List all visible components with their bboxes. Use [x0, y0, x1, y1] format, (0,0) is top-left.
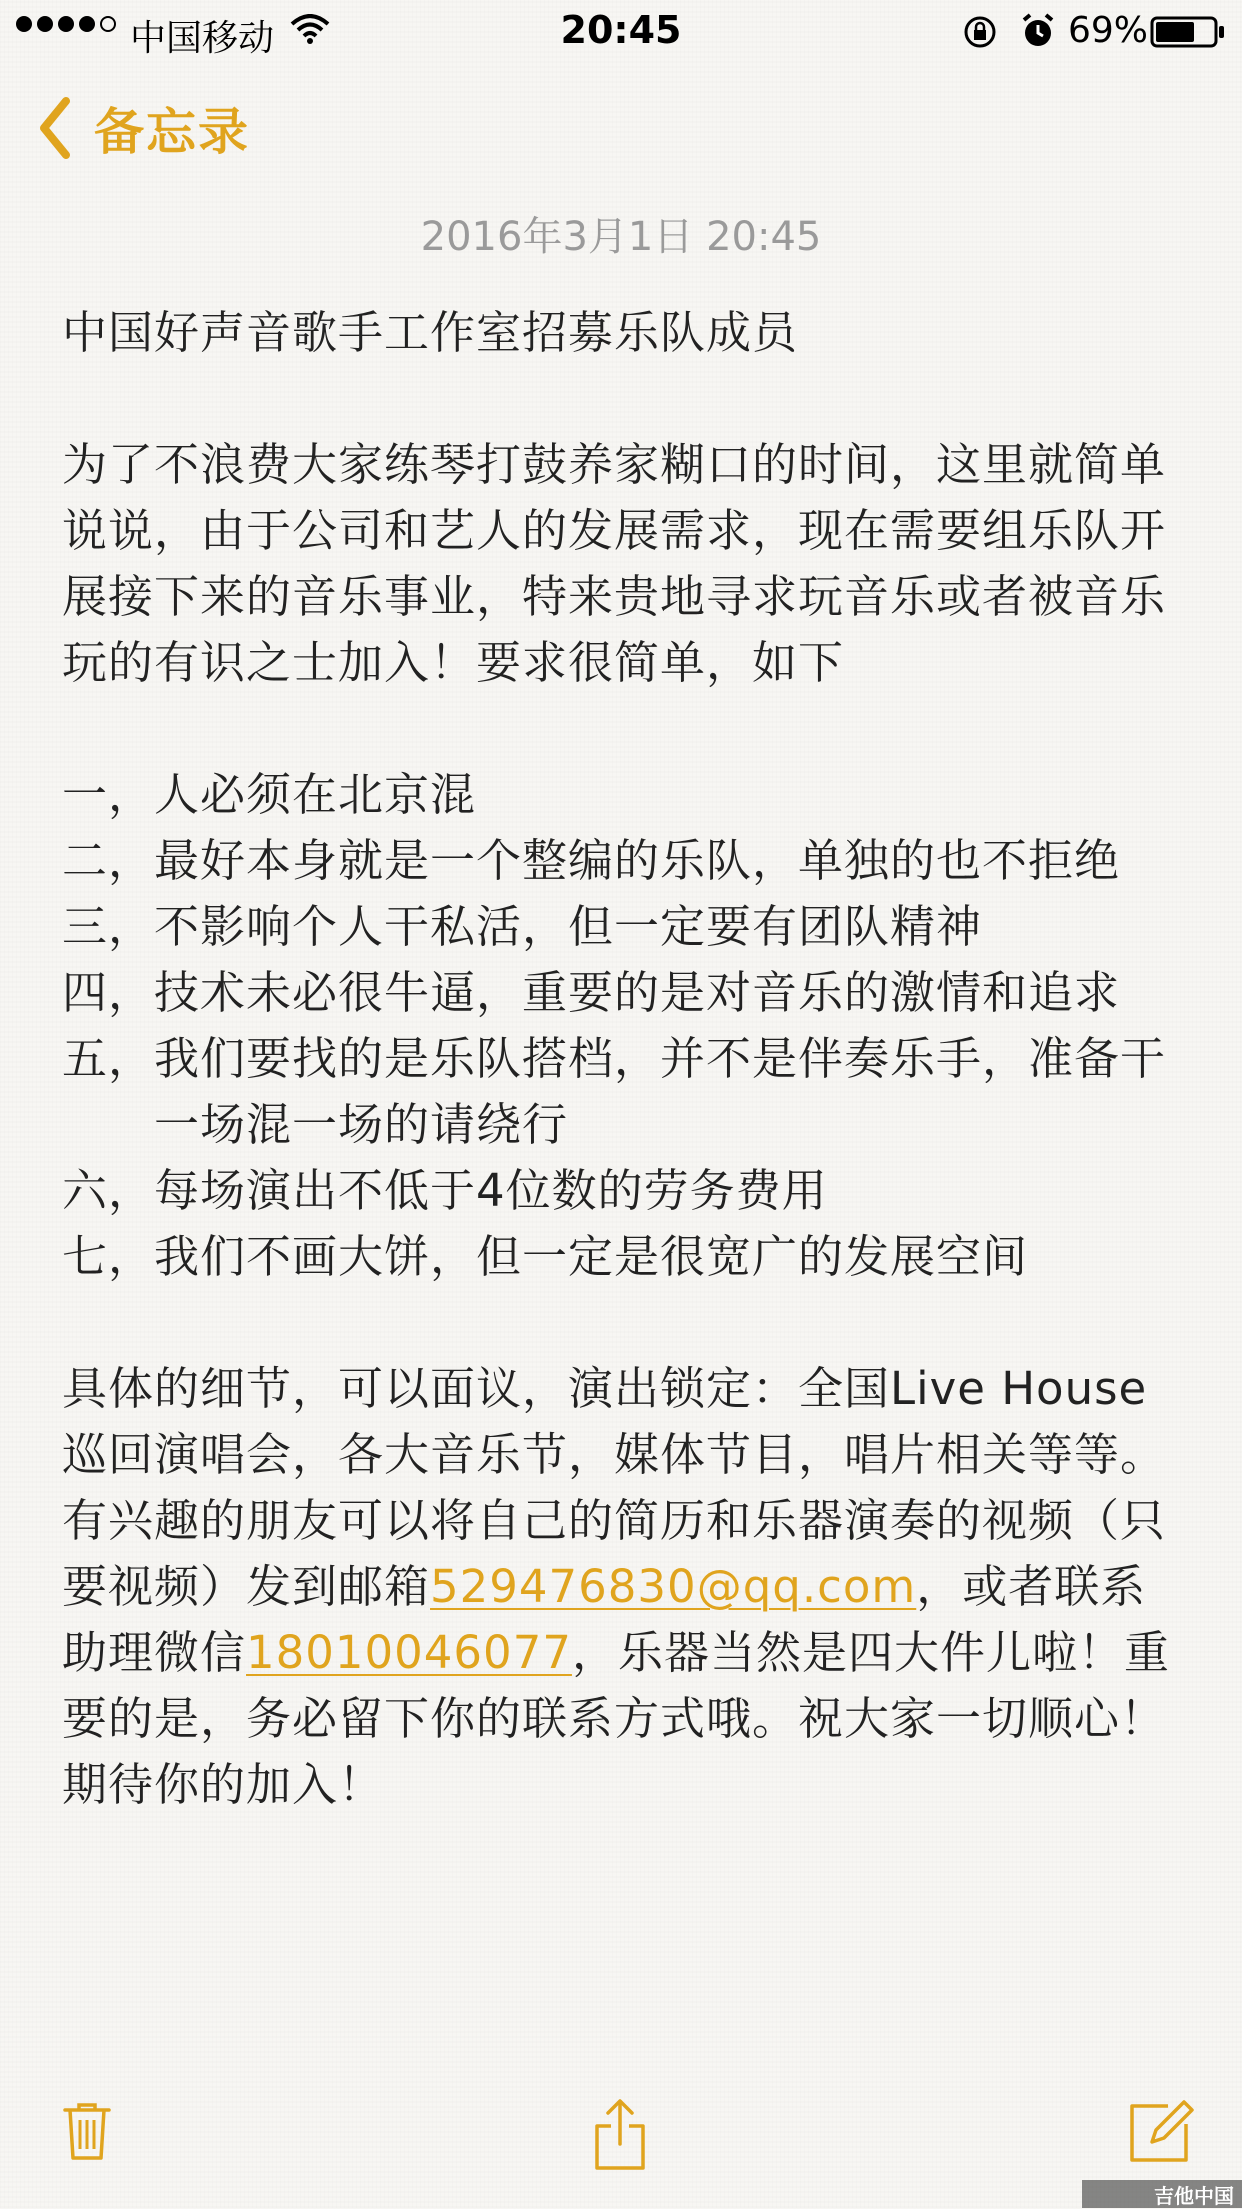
list-item: [62, 762, 1192, 828]
battery-percentage: 69%: [1068, 10, 1149, 51]
rotation-lock-icon: [962, 14, 998, 50]
details-text: 具体的细节，可以面议，演出锁定：全国Live House巡回演唱会，各大音乐节，媒体节目，唱片相关等等。有兴趣的朋友可以将自己的简历和乐器演奏的视频（只要视频）发到邮箱: [62, 1362, 1167, 1613]
site-watermark: 吉他中国: [1082, 2180, 1242, 2208]
list-item: [62, 894, 1192, 960]
list-item-text: 不影响个人干私活，但一定要有团队精神: [154, 900, 983, 953]
wifi-icon: [290, 14, 330, 44]
share-icon[interactable]: [592, 2098, 648, 2172]
alarm-icon: [1020, 12, 1056, 50]
status-bar: [0, 0, 1242, 62]
list-item-number: 七，: [62, 1230, 155, 1283]
list-item-text: 最好本身就是一个整编的乐队，单独的也不拒绝: [154, 834, 1121, 887]
note-details: [62, 1356, 1192, 1818]
note-intro: 为了不浪费大家练琴打鼓养家糊口的时间，这里就简单说说，由于公司和艺人的发展需求，现在需要组乐队开展接下来的音乐事业，特来贵地寻求玩音乐或者被音乐玩的有识之士加入！要求很简单，如下: [62, 438, 1167, 689]
email-link[interactable]: 529476830@qq.com: [430, 1560, 917, 1613]
list-item-number: 一，: [62, 768, 155, 821]
compose-icon[interactable]: [1128, 2098, 1194, 2164]
trash-icon[interactable]: [62, 2100, 112, 2162]
list-item: [62, 828, 1192, 894]
list-item-number: 五，: [62, 1032, 155, 1085]
list-item-text: 我们要找的是乐队搭档，并不是伴奏乐手，准备干一场混一场的请绕行: [154, 1032, 1167, 1151]
list-item-number: 三，: [62, 900, 155, 953]
list-item-text: 技术未必很牛逼，重要的是对音乐的激情和追求: [154, 966, 1121, 1019]
list-item-text: 我们不画大饼，但一定是很宽广的发展空间: [154, 1230, 1029, 1283]
chevron-left-icon: [38, 97, 70, 159]
list-item-text: 人必须在北京混: [154, 768, 477, 821]
list-item-number: 六，: [62, 1164, 155, 1217]
note-date: 2016年3月1日 20:45: [420, 214, 822, 260]
battery-icon: [1150, 16, 1226, 48]
note-title: 中国好声音歌手工作室招募乐队成员: [62, 306, 799, 359]
list-item: [62, 1026, 1192, 1158]
signal-icon: [16, 16, 116, 32]
list-item-number: 四，: [62, 966, 155, 1019]
list-item: [62, 1224, 1192, 1290]
details-text: ，乐器当然是四大件儿啦！重要的是，务必留下你的联系方式哦。祝大家一切顺心！期待你的加入！: [62, 1626, 1170, 1811]
list-item-text: 每场演出不低于4位数的劳务费用: [154, 1164, 828, 1217]
note-body[interactable]: [62, 300, 1192, 1818]
list-item-number: 二，: [62, 834, 155, 887]
back-button[interactable]: [38, 92, 250, 164]
wechat-phone-link[interactable]: 18010046077: [246, 1626, 572, 1679]
carrier-name: 中国移动: [130, 18, 275, 59]
back-button-label: 备忘录: [94, 103, 250, 161]
status-time: 20:45: [560, 8, 682, 52]
list-item: [62, 960, 1192, 1026]
details-text: ，或者联系助理微信: [62, 1560, 1147, 1679]
list-item: [62, 1158, 1192, 1224]
